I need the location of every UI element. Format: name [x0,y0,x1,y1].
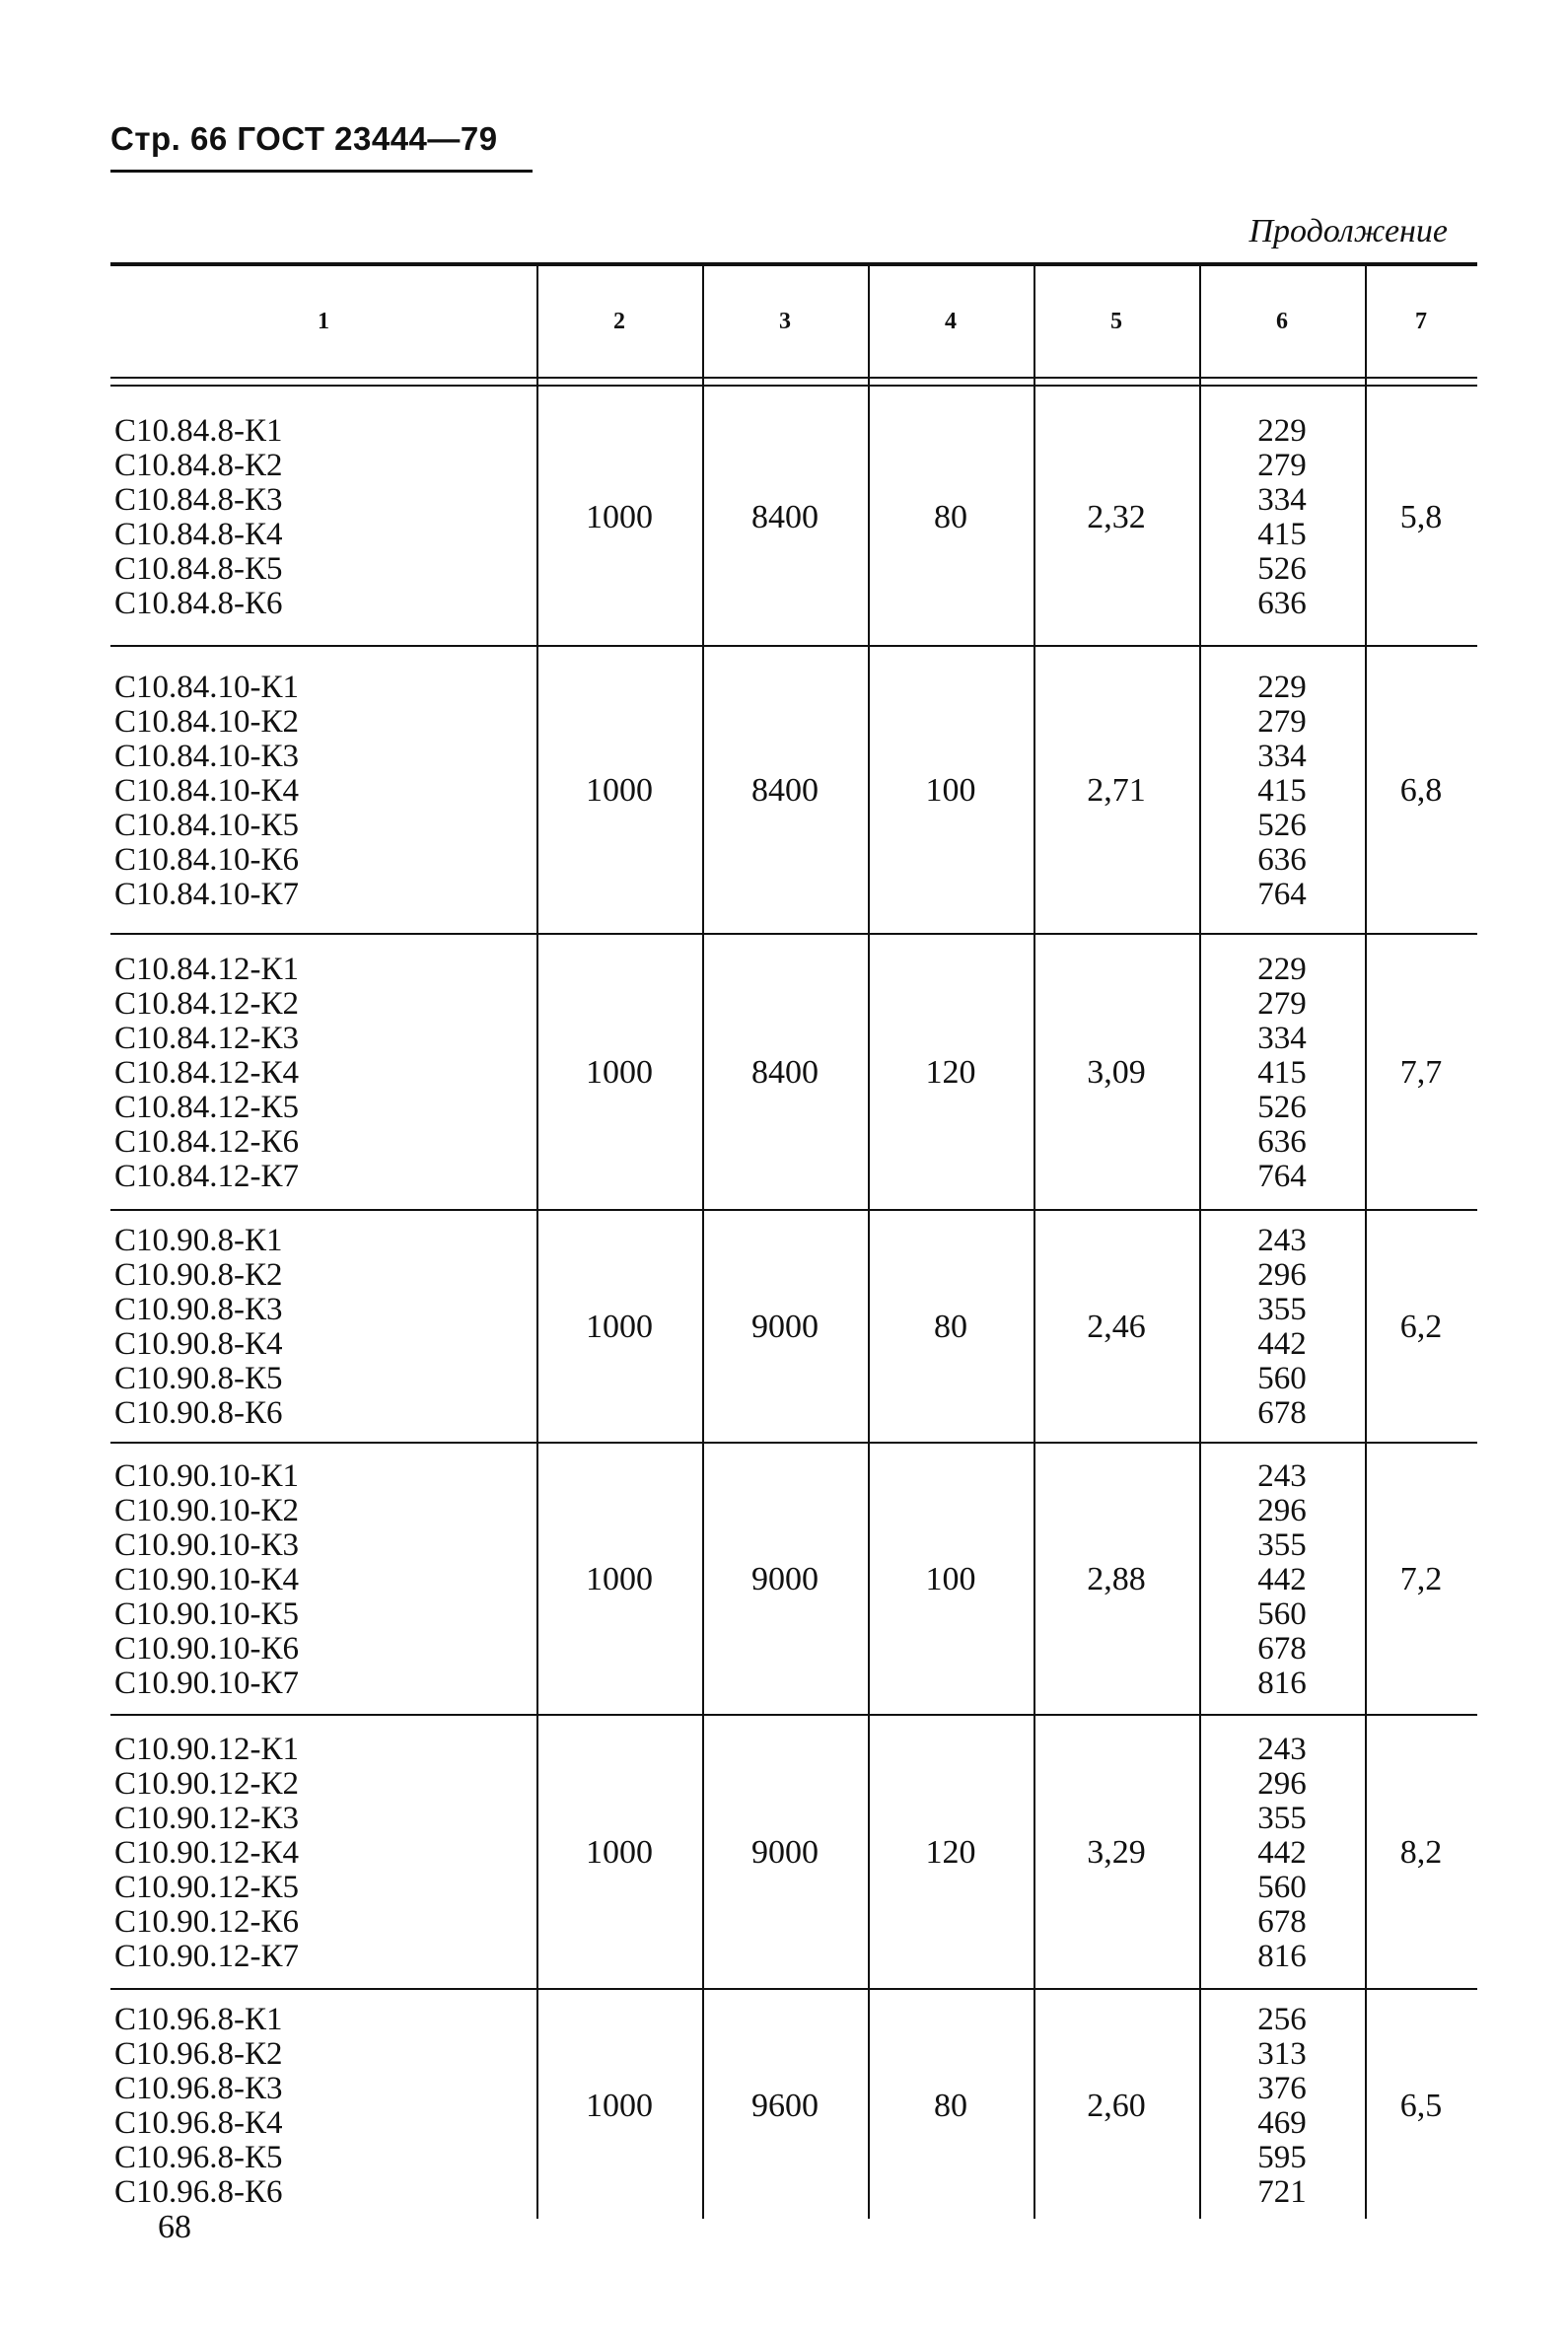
cell-col-4: 120 [925,1054,976,1091]
mark-code: С10.96.8-К3 [114,2071,283,2106]
cell-col-5: 2,32 [1087,499,1146,535]
load-value: 334 [1257,1020,1307,1056]
cell-col-7: 6,5 [1399,2088,1443,2124]
mark-code: С10.96.8-К5 [114,2140,283,2175]
column-divider-5 [1199,266,1201,2219]
load-value: 243 [1257,1223,1307,1258]
load-value: 243 [1257,1731,1307,1767]
load-list [1199,1448,1365,1712]
load-value: 636 [1257,1123,1307,1160]
cell-col-3: 8400 [751,499,819,535]
mark-code: С10.84.10-К3 [114,738,300,774]
mark-code: С10.84.8-К6 [114,586,283,621]
mark-code: С10.90.8-К3 [114,1292,283,1327]
load-value: 334 [1257,482,1307,518]
load-value: 229 [1257,951,1307,987]
load-value: 355 [1257,1292,1307,1327]
cell-col-2: 1000 [586,1054,653,1091]
cell-col-2: 1000 [586,499,653,535]
mark-code: С10.90.12-К4 [114,1834,300,1871]
mark-code: С10.90.12-К1 [114,1731,300,1767]
cell-col-4: 100 [925,1561,976,1597]
load-value: 229 [1257,413,1307,449]
cell-col-7: 5,8 [1399,499,1443,535]
load-value: 279 [1257,448,1307,483]
mark-code: С10.84.8-К1 [114,413,283,449]
load-value: 296 [1257,1492,1307,1528]
mark-list [114,1224,283,1431]
cell-col-4: 80 [934,2088,967,2124]
mark-code: С10.90.10-К6 [114,1630,300,1666]
cell-col-3: 8400 [751,1054,819,1091]
load-value: 678 [1257,1395,1307,1431]
load-value: 560 [1257,1595,1307,1632]
load-value: 376 [1257,2071,1307,2106]
mark-list [114,671,299,912]
column-header-7: 7 [1415,308,1427,334]
cell-col-2: 1000 [586,1561,653,1597]
load-value: 469 [1257,2105,1307,2141]
column-divider-2 [702,266,704,2219]
column-divider-1 [536,266,538,2219]
mark-code: С10.96.8-К6 [114,2174,283,2210]
load-value: 816 [1257,1665,1307,1701]
mark-code: С10.90.8-К5 [114,1361,283,1396]
mark-code: С10.90.12-К6 [114,1903,300,1940]
cell-col-7: 8,2 [1399,1834,1443,1871]
load-value: 415 [1257,517,1307,552]
cell-col-3: 9600 [751,2088,819,2124]
mark-code: С10.90.12-К7 [114,1938,300,1974]
load-value: 526 [1257,1089,1307,1125]
mark-code: С10.90.10-К4 [114,1561,300,1597]
load-list [1199,651,1365,931]
row-separator [110,1714,1477,1716]
mark-code: С10.96.8-К1 [114,2002,283,2037]
load-value: 355 [1257,1800,1307,1836]
load-value: 636 [1257,586,1307,621]
cell-col-5: 2,71 [1087,772,1146,809]
mark-code: С10.84.12-К7 [114,1158,300,1194]
load-list [1199,1994,1365,2219]
column-divider-6 [1365,266,1367,2219]
table-row [110,651,1477,931]
mark-code: С10.84.10-К6 [114,841,300,878]
load-value: 526 [1257,551,1307,587]
cell-col-3: 9000 [751,1561,819,1597]
load-list [1199,1720,1365,1986]
cell-col-2: 1000 [586,1834,653,1871]
row-separator [110,645,1477,647]
mark-code: С10.84.12-К6 [114,1123,300,1160]
row-separator [110,1209,1477,1211]
load-value: 764 [1257,1158,1307,1194]
row-separator [110,1442,1477,1444]
mark-code: С10.84.12-К5 [114,1089,300,1125]
cell-col-5: 3,09 [1087,1054,1146,1091]
load-value: 279 [1257,703,1307,740]
mark-code: С10.90.12-К2 [114,1765,300,1802]
mark-code: С10.90.8-К1 [114,1223,283,1258]
column-header-4: 4 [945,308,957,334]
table-row [110,392,1477,643]
mark-code: С10.96.8-К2 [114,2036,283,2072]
load-value: 296 [1257,1765,1307,1802]
column-divider-4 [1033,266,1035,2219]
mark-list [114,414,283,621]
mark-list [114,1459,299,1701]
column-header-1: 1 [318,308,329,334]
mark-list [114,953,299,1194]
cell-col-3: 8400 [751,772,819,809]
row-separator [110,933,1477,935]
load-value: 355 [1257,1526,1307,1563]
row-separator [110,1988,1477,1990]
header-underline [110,170,533,173]
load-value: 678 [1257,1630,1307,1666]
load-value: 243 [1257,1457,1307,1494]
load-list [1199,939,1365,1207]
mark-code: С10.90.8-К2 [114,1257,283,1293]
mark-code: С10.96.8-К4 [114,2105,283,2141]
cell-col-7: 6,2 [1399,1309,1443,1345]
mark-list [114,2003,283,2210]
column-divider-3 [868,266,870,2219]
cell-col-7: 6,8 [1399,772,1443,809]
load-value: 442 [1257,1326,1307,1362]
mark-code: С10.84.10-К1 [114,669,300,705]
cell-col-5: 2,88 [1087,1561,1146,1597]
column-header-3: 3 [779,308,791,334]
cell-col-5: 2,46 [1087,1309,1146,1345]
header-double-rule-1 [110,377,1477,379]
cell-col-5: 3,29 [1087,1834,1146,1871]
cell-col-4: 80 [934,1309,967,1345]
mark-code: С10.84.10-К7 [114,876,300,912]
mark-code: С10.84.8-К4 [114,517,283,552]
mark-code: С10.90.10-К5 [114,1595,300,1632]
mark-code: С10.90.10-К3 [114,1526,300,1563]
mark-code: С10.84.8-К2 [114,448,283,483]
load-value: 560 [1257,1361,1307,1396]
cell-col-5: 2,60 [1087,2088,1146,2124]
column-header-5: 5 [1110,308,1122,334]
load-value: 636 [1257,841,1307,878]
mark-code: С10.90.10-К7 [114,1665,300,1701]
cell-col-3: 9000 [751,1309,819,1345]
load-value: 229 [1257,669,1307,705]
mark-code: С10.90.12-К3 [114,1800,300,1836]
table-row [110,1448,1477,1712]
mark-code: С10.84.12-К3 [114,1020,300,1056]
page-header: Стр. 66 ГОСТ 23444—79 [110,120,498,157]
cell-col-4: 120 [925,1834,976,1871]
load-value: 721 [1257,2174,1307,2210]
header-double-rule-2 [110,385,1477,387]
load-value: 415 [1257,772,1307,809]
mark-code: С10.84.12-К2 [114,985,300,1022]
load-value: 526 [1257,807,1307,843]
table-row [110,939,1477,1207]
load-list [1199,1215,1365,1440]
mark-code: С10.90.10-К2 [114,1492,300,1528]
mark-code: С10.90.8-К6 [114,1395,283,1431]
mark-code: С10.84.8-К3 [114,482,283,518]
load-value: 595 [1257,2140,1307,2175]
cell-col-7: 7,7 [1399,1054,1443,1091]
mark-code: С10.90.10-К1 [114,1457,300,1494]
load-value: 313 [1257,2036,1307,2072]
mark-code: С10.90.12-К5 [114,1869,300,1905]
column-header-2: 2 [613,308,625,334]
load-value: 764 [1257,876,1307,912]
table-row [110,1215,1477,1440]
load-list [1199,392,1365,643]
mark-code: С10.84.12-К1 [114,951,300,987]
cell-col-2: 1000 [586,1309,653,1345]
page-number: 68 [158,2209,191,2245]
mark-code: С10.84.10-К2 [114,703,300,740]
mark-code: С10.90.8-К4 [114,1326,283,1362]
load-value: 442 [1257,1561,1307,1597]
load-value: 816 [1257,1938,1307,1974]
load-value: 560 [1257,1869,1307,1905]
table-row [110,1720,1477,1986]
load-value: 442 [1257,1834,1307,1871]
cell-col-3: 9000 [751,1834,819,1871]
load-value: 415 [1257,1054,1307,1091]
cell-col-2: 1000 [586,772,653,809]
cell-col-4: 100 [925,772,976,809]
column-header-6: 6 [1276,308,1288,334]
continuation-label: Продолжение [1248,213,1448,249]
load-value: 296 [1257,1257,1307,1293]
load-value: 279 [1257,985,1307,1022]
load-value: 678 [1257,1903,1307,1940]
cell-col-2: 1000 [586,2088,653,2124]
load-value: 256 [1257,2002,1307,2037]
mark-code: С10.84.10-К4 [114,772,300,809]
cell-col-4: 80 [934,499,967,535]
mark-code: С10.84.10-К5 [114,807,300,843]
mark-list [114,1733,299,1974]
table-row [110,1994,1477,2219]
mark-code: С10.84.12-К4 [114,1054,300,1091]
cell-col-7: 7,2 [1399,1561,1443,1597]
table-header-row [110,266,1477,377]
mark-code: С10.84.8-К5 [114,551,283,587]
load-value: 334 [1257,738,1307,774]
